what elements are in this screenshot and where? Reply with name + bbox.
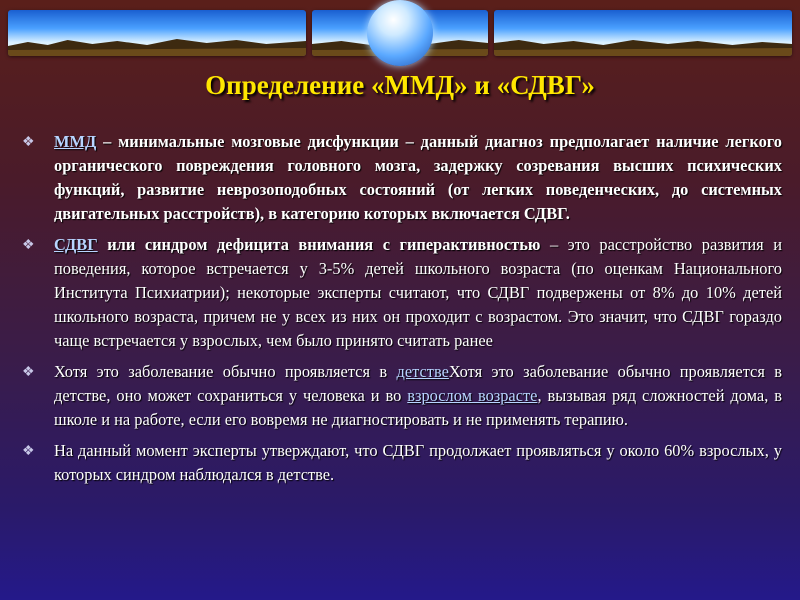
item-text-part: , вызывая ряд сложностей дома, в школе и на работе, если его вовремя не диагностировать и не применять терапию. [54, 386, 782, 429]
term-sdvg-link[interactable]: СДВГ [54, 235, 98, 254]
item-text [54, 233, 782, 353]
item-text [54, 439, 782, 487]
bullet-list [18, 130, 782, 494]
item-text-part: – минимальные мозговые дисфункции – данный диагноз предполагает наличие легкого органического повреждения головного мозга, задержку созревания высших психических функций, развитие неврозоподобных состояний (от легких поведенческих, до системных двигательных расстройств), в категорию которых включается СДВГ. [54, 132, 782, 223]
globe-icon [367, 0, 433, 66]
diamond-bullet-icon: ❖ [22, 365, 35, 380]
item-text-part: или синдром дефицита внимания с гиперактивностью [97, 235, 541, 254]
list-item [18, 360, 782, 432]
item-text-part: Хотя это заболевание обычно проявляется в детстве, оно может сохраниться у человека и во [54, 362, 783, 405]
slide-title: Определение «ММД» и «СДВГ» [205, 70, 595, 100]
diamond-bullet-icon: ❖ [22, 444, 35, 459]
diamond-bullet-icon: ❖ [22, 135, 35, 150]
header-banner-right [494, 10, 792, 56]
list-item [18, 439, 782, 487]
header-banner-left [8, 10, 306, 56]
item-text [54, 130, 782, 226]
list-item [18, 233, 782, 353]
item-text-part: На данный момент эксперты утверждают, что СДВГ продолжает проявляться у около 60% взрослых, у которых синдром наблюдался в детстве. [54, 441, 782, 484]
diamond-bullet-icon: ❖ [22, 238, 35, 253]
item-text [54, 360, 782, 432]
term-mmd-link[interactable]: ММД [54, 132, 97, 151]
item-text-part: – это расстройство развития и поведения, которое встречается у 3-5% детей школьного возраста (по оценкам Национального Института Психиатрии); некоторые эксперты считают, что СДВГ подвержены от 8% до 10% детей школьного возраста, причем не у всех из них он проходит с возрастом. Это значит, что СДВГ гораздо чаще встречается у взрослых, чем было принято считать ранее [54, 235, 782, 350]
childhood-link[interactable]: детстве [396, 362, 449, 381]
item-text-part: Хотя это заболевание обычно проявляется в [54, 362, 397, 381]
adulthood-link[interactable]: взрослом возрасте [407, 386, 538, 405]
list-item [18, 130, 782, 226]
